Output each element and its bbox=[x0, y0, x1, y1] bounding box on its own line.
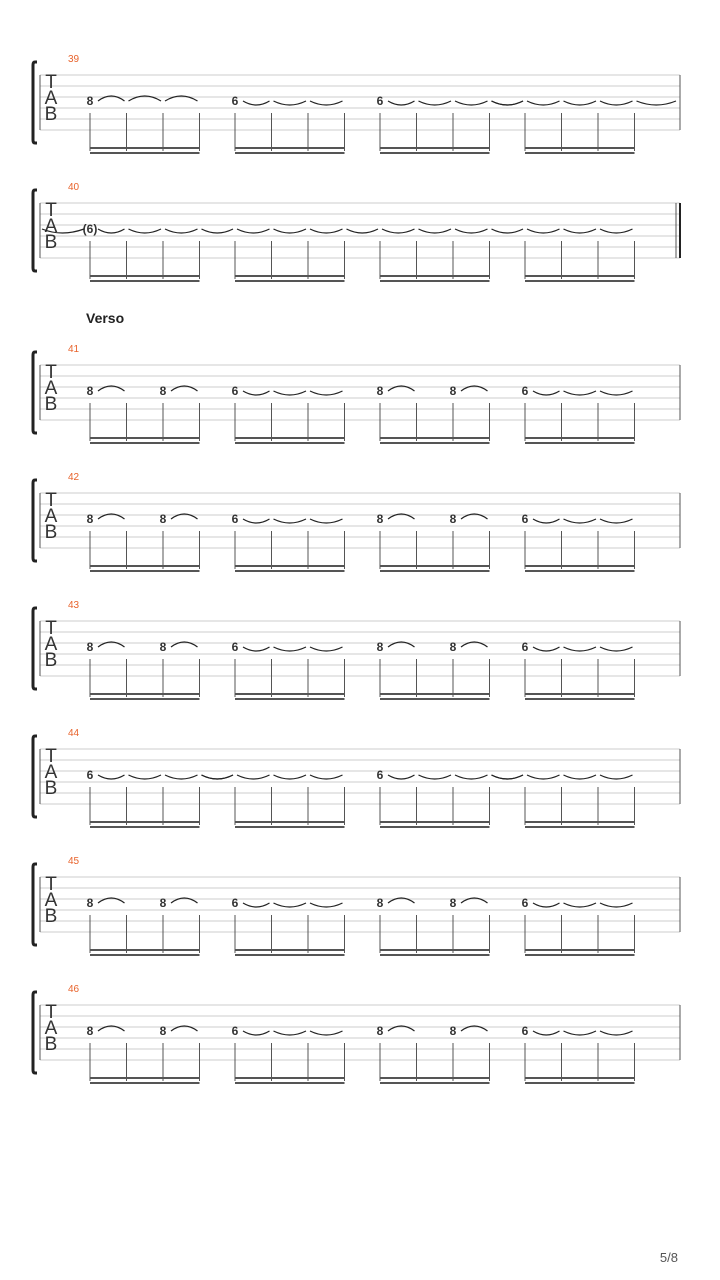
beam-secondary bbox=[90, 1082, 200, 1084]
tab-clef-letter: A bbox=[44, 378, 58, 399]
tab-clef-letter: T bbox=[45, 1002, 57, 1023]
beam-secondary bbox=[380, 152, 490, 154]
beam-secondary bbox=[525, 570, 635, 572]
tie-arc bbox=[243, 519, 270, 523]
tie-arc bbox=[129, 229, 162, 233]
tab-clef-letter: B bbox=[44, 104, 58, 125]
beam-primary bbox=[235, 1077, 345, 1079]
tab-clef-letter: B bbox=[44, 650, 58, 671]
tie-arc bbox=[533, 1031, 560, 1035]
beam-primary bbox=[235, 693, 345, 695]
fret-number: 6 bbox=[86, 768, 94, 782]
tie-arc bbox=[347, 229, 379, 233]
beam-secondary bbox=[380, 826, 490, 828]
tie-arc bbox=[600, 229, 633, 233]
beam-secondary bbox=[90, 954, 200, 956]
fret-number: 8 bbox=[376, 640, 384, 654]
beam-primary bbox=[90, 565, 200, 567]
tie-arc bbox=[527, 229, 560, 233]
tie-arc bbox=[310, 903, 343, 907]
tie-arc bbox=[243, 101, 270, 105]
beam-secondary bbox=[525, 1082, 635, 1084]
beam-primary bbox=[525, 147, 635, 149]
fret-number: 6 bbox=[521, 512, 529, 526]
tie-arc bbox=[237, 229, 270, 233]
beam-primary bbox=[525, 437, 635, 439]
tie-arc bbox=[202, 229, 234, 233]
tie-arc bbox=[274, 775, 307, 779]
beam-primary bbox=[90, 1077, 200, 1079]
beam-secondary bbox=[380, 442, 490, 444]
beam-primary bbox=[235, 437, 345, 439]
beam-secondary bbox=[90, 570, 200, 572]
tie-arc bbox=[310, 1031, 343, 1035]
tie-arc bbox=[202, 775, 234, 779]
tab-clef-letter: A bbox=[44, 1018, 58, 1039]
tie-arc bbox=[165, 229, 198, 233]
tie-arc bbox=[98, 229, 125, 233]
fret-number: 8 bbox=[376, 896, 384, 910]
tab-clef-letter: T bbox=[45, 490, 57, 511]
bar-number: 41 bbox=[68, 344, 80, 355]
tie-arc bbox=[564, 229, 597, 233]
tie-arc bbox=[129, 775, 162, 779]
fret-number: 6 bbox=[521, 640, 529, 654]
tab-clef-letter: B bbox=[44, 1034, 58, 1055]
beam-primary bbox=[380, 437, 490, 439]
beam-primary bbox=[525, 693, 635, 695]
tab-clef-letter: B bbox=[44, 394, 58, 415]
fret-number: 8 bbox=[376, 512, 384, 526]
bar-number: 39 bbox=[68, 54, 80, 65]
beam-secondary bbox=[235, 442, 345, 444]
tab-clef-letter: B bbox=[44, 522, 58, 543]
tie-arc bbox=[564, 903, 597, 907]
fret-number: 8 bbox=[159, 1024, 167, 1038]
tab-clef-letter: A bbox=[44, 506, 58, 527]
fret-number: 8 bbox=[376, 1024, 384, 1038]
staff-bracket bbox=[33, 352, 37, 433]
tie-arc bbox=[600, 519, 633, 523]
tie-arc bbox=[388, 775, 415, 779]
tie-arc bbox=[564, 391, 597, 395]
beam-primary bbox=[235, 565, 345, 567]
fret-number: 8 bbox=[449, 640, 457, 654]
fret-number: 8 bbox=[449, 1024, 457, 1038]
bar-number: 43 bbox=[68, 600, 80, 611]
fret-number: 6 bbox=[231, 384, 239, 398]
staff-bracket bbox=[33, 608, 37, 689]
fret-number: 6 bbox=[376, 768, 384, 782]
tie-arc bbox=[243, 1031, 270, 1035]
tab-clef-letter: B bbox=[44, 778, 58, 799]
tie-arc bbox=[564, 519, 597, 523]
tie-arc bbox=[419, 101, 452, 105]
tie-arc bbox=[419, 775, 452, 779]
beam-primary bbox=[380, 565, 490, 567]
beam-secondary bbox=[525, 152, 635, 154]
fret-number: 8 bbox=[449, 896, 457, 910]
tab-clef-letter: B bbox=[44, 906, 58, 927]
tie-arc bbox=[274, 229, 307, 233]
beam-secondary bbox=[235, 152, 345, 154]
beam-secondary bbox=[90, 442, 200, 444]
beam-secondary bbox=[380, 280, 490, 282]
beam-secondary bbox=[525, 954, 635, 956]
bar-number: 46 bbox=[68, 984, 80, 995]
tie-arc bbox=[310, 391, 343, 395]
tie-arc bbox=[310, 519, 343, 523]
tie-arc bbox=[564, 1031, 597, 1035]
fret-number: 8 bbox=[159, 640, 167, 654]
section-label: Verso bbox=[86, 310, 125, 326]
beam-secondary bbox=[525, 698, 635, 700]
beam-primary bbox=[380, 949, 490, 951]
fret-number: 8 bbox=[449, 384, 457, 398]
beam-secondary bbox=[90, 280, 200, 282]
tie-arc bbox=[274, 391, 307, 395]
tie-arc bbox=[600, 391, 633, 395]
beam-primary bbox=[235, 949, 345, 951]
tie-arc bbox=[600, 775, 633, 779]
beam-primary bbox=[380, 1077, 490, 1079]
tie-arc bbox=[564, 101, 597, 105]
tie-arc bbox=[533, 519, 560, 523]
fret-number: 6 bbox=[521, 1024, 529, 1038]
beam-primary bbox=[525, 275, 635, 277]
tie-arc bbox=[237, 775, 270, 779]
beam-secondary bbox=[525, 826, 635, 828]
tie-arc-outgoing bbox=[637, 101, 677, 105]
tab-clef-letter: T bbox=[45, 200, 57, 221]
fret-number: 8 bbox=[159, 384, 167, 398]
beam-secondary bbox=[235, 826, 345, 828]
fret-number: 8 bbox=[376, 384, 384, 398]
tie-arc bbox=[455, 229, 488, 233]
tab-clef-letter: A bbox=[44, 634, 58, 655]
beam-secondary bbox=[235, 570, 345, 572]
beam-primary bbox=[90, 949, 200, 951]
beam-primary bbox=[380, 147, 490, 149]
tie-arc bbox=[274, 647, 307, 651]
beam-primary bbox=[525, 949, 635, 951]
tab-clef-letter: T bbox=[45, 618, 57, 639]
tie-arc bbox=[564, 775, 597, 779]
bar-number: 40 bbox=[68, 182, 80, 193]
fret-number: 8 bbox=[86, 896, 94, 910]
beam-primary bbox=[380, 275, 490, 277]
tie-arc bbox=[382, 229, 415, 233]
fret-number: 8 bbox=[86, 94, 94, 108]
bar-number: 42 bbox=[68, 472, 80, 483]
beam-secondary bbox=[380, 698, 490, 700]
beam-secondary bbox=[235, 1082, 345, 1084]
tie-arc bbox=[274, 1031, 307, 1035]
staff-bracket bbox=[33, 62, 37, 143]
tie-arc bbox=[533, 647, 560, 651]
beam-secondary bbox=[235, 280, 345, 282]
tab-clef-letter: T bbox=[45, 874, 57, 895]
page-number: 5/8 bbox=[659, 1250, 678, 1265]
tab-clef-letter: B bbox=[44, 232, 58, 253]
tie-arc bbox=[310, 101, 343, 105]
tie-arc bbox=[243, 647, 270, 651]
beam-primary bbox=[235, 147, 345, 149]
beam-secondary bbox=[380, 1082, 490, 1084]
tab-clef-letter: T bbox=[45, 72, 57, 93]
tie-arc bbox=[527, 775, 560, 779]
tab-clef-letter: T bbox=[45, 746, 57, 767]
fret-number: 6 bbox=[231, 512, 239, 526]
beam-secondary bbox=[90, 826, 200, 828]
tab-clef-letter: A bbox=[44, 890, 58, 911]
staff-bracket bbox=[33, 480, 37, 561]
tab-clef-letter: A bbox=[44, 216, 58, 237]
beam-secondary bbox=[90, 698, 200, 700]
tie-arc bbox=[492, 229, 524, 233]
beam-primary bbox=[525, 565, 635, 567]
tie-arc bbox=[310, 647, 343, 651]
beam-primary bbox=[235, 821, 345, 823]
beam-primary bbox=[380, 821, 490, 823]
tie-arc bbox=[492, 775, 524, 779]
tab-clef-letter: T bbox=[45, 362, 57, 383]
beam-secondary bbox=[235, 698, 345, 700]
tie-arc bbox=[243, 903, 270, 907]
tie-arc bbox=[533, 903, 560, 907]
beam-secondary bbox=[90, 152, 200, 154]
tie-arc bbox=[274, 903, 307, 907]
tie-arc bbox=[310, 229, 343, 233]
tie-arc bbox=[527, 101, 560, 105]
tie-arc bbox=[600, 647, 633, 651]
beam-primary bbox=[235, 275, 345, 277]
bar-number: 45 bbox=[68, 856, 80, 867]
fret-number: 6 bbox=[376, 94, 384, 108]
beam-primary bbox=[525, 1077, 635, 1079]
fret-number: 6 bbox=[231, 896, 239, 910]
fret-number: 6 bbox=[231, 640, 239, 654]
staff-bracket bbox=[33, 736, 37, 817]
tie-arc bbox=[419, 229, 452, 233]
fret-number: 8 bbox=[86, 512, 94, 526]
tab-clef-letter: A bbox=[44, 762, 58, 783]
tie-arc bbox=[600, 1031, 633, 1035]
beam-primary bbox=[90, 821, 200, 823]
tie-arc bbox=[455, 775, 488, 779]
fret-number: 6 bbox=[521, 896, 529, 910]
fret-number: 8 bbox=[86, 1024, 94, 1038]
beam-secondary bbox=[235, 954, 345, 956]
beam-secondary bbox=[525, 280, 635, 282]
tie-arc bbox=[274, 101, 307, 105]
tie-arc bbox=[310, 775, 343, 779]
tie-arc bbox=[243, 391, 270, 395]
tie-arc bbox=[492, 101, 524, 105]
beam-secondary bbox=[380, 954, 490, 956]
fret-number: 8 bbox=[449, 512, 457, 526]
fret-number: 8 bbox=[86, 384, 94, 398]
tab-clef-letter: A bbox=[44, 88, 58, 109]
fret-number: 6 bbox=[231, 94, 239, 108]
fret-number: 6 bbox=[521, 384, 529, 398]
staff-bracket bbox=[33, 992, 37, 1073]
beam-primary bbox=[90, 275, 200, 277]
beam-primary bbox=[380, 693, 490, 695]
beam-primary bbox=[525, 821, 635, 823]
tie-arc bbox=[165, 775, 198, 779]
staff-bracket bbox=[33, 190, 37, 271]
beam-secondary bbox=[380, 570, 490, 572]
beam-primary bbox=[90, 693, 200, 695]
tie-arc bbox=[600, 903, 633, 907]
tie-arc bbox=[533, 391, 560, 395]
beam-primary bbox=[90, 437, 200, 439]
fret-number: (6) bbox=[82, 222, 98, 236]
fret-number: 6 bbox=[231, 1024, 239, 1038]
fret-number: 8 bbox=[159, 896, 167, 910]
bar-number: 44 bbox=[68, 728, 80, 739]
tie-arc bbox=[564, 647, 597, 651]
beam-primary bbox=[90, 147, 200, 149]
tie-arc bbox=[455, 101, 488, 105]
beam-secondary bbox=[525, 442, 635, 444]
tie-arc bbox=[274, 519, 307, 523]
fret-number: 8 bbox=[86, 640, 94, 654]
staff-bracket bbox=[33, 864, 37, 945]
tie-arc bbox=[388, 101, 415, 105]
fret-number: 8 bbox=[159, 512, 167, 526]
tie-arc bbox=[600, 101, 633, 105]
tie-arc bbox=[98, 775, 125, 779]
